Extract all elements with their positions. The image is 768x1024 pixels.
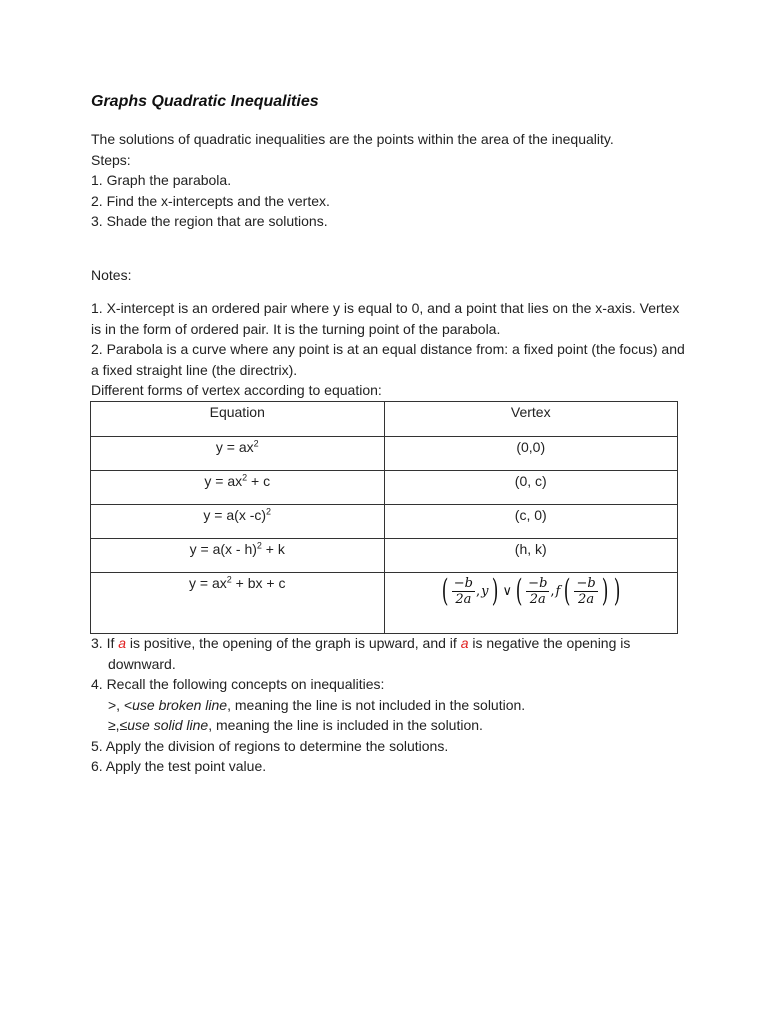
- vertex-cell: (0, c): [384, 471, 678, 505]
- intro-text: The solutions of quadratic inequalities are the points within the area of the inequality.: [91, 131, 614, 147]
- equation-cell: $y = ax^2$ + bx + c: [91, 573, 385, 634]
- note-1-line-2: is in the form of ordered pair. It is the turning point of the parabola.: [91, 320, 501, 337]
- step-item: 2. Find the x-intercepts and the vertex.: [91, 192, 330, 209]
- intro-section: [91, 129, 741, 232]
- notes-label: Notes:: [91, 267, 132, 283]
- point-6: 6. Apply the test point value.: [91, 758, 267, 774]
- point-3: 3. If a is positive, the opening of the graph is upward, and if a is negative the opening is: [91, 635, 631, 651]
- point-5: 5. Apply the division of regions to determine the solutions.: [91, 737, 449, 754]
- step-item: 3. Shade the region that are solutions.: [91, 213, 328, 229]
- point-4: 4. Recall the following concepts on inequalities:: [91, 676, 385, 692]
- note-2-line-1: 2. Parabola is a curve where any point is at an equal distance from: a fixed point (the focus) and: [91, 341, 685, 357]
- step-item: 1. Graph the parabola.: [91, 172, 232, 188]
- vertex-cell: (h, k): [384, 539, 678, 573]
- point-3-continuation: downward.: [108, 655, 176, 672]
- point-4-solid-line: ≥,≤use solid line, meaning the line is included in the solution.: [108, 717, 483, 733]
- page-title: Graphs Quadratic Inequalities: [91, 93, 319, 110]
- vertex-cell: (c, 0): [384, 505, 678, 539]
- header-vertex: Vertex: [384, 402, 678, 437]
- header-equation: Equation: [91, 402, 385, 437]
- vertex-formula: ( $\frac{-b}{2a}$ , y ) ∨ ( $\frac{-b}{2a}$ , f ( $\frac{-b}{2a}$ ) ): [441, 573, 621, 609]
- vertex-forms-table: [90, 401, 678, 634]
- table-row: [91, 471, 678, 505]
- table-header-row: [91, 402, 678, 437]
- equation-cell: $y = ax^2 + c$: [91, 471, 385, 505]
- table-row: [91, 539, 678, 573]
- note-2-line-2: a fixed straight line (the directrix).: [91, 361, 298, 378]
- table-row: [91, 505, 678, 539]
- table-row: [91, 437, 678, 471]
- vertex-forms-label: Different forms of vertex according to equation:: [91, 382, 382, 398]
- vertex-cell: (0,0): [384, 437, 678, 471]
- notes-section: [91, 298, 741, 401]
- table-row: [91, 573, 678, 634]
- steps-label: Steps:: [91, 151, 131, 168]
- note-1-line-1: 1. X-intercept is an ordered pair where y is equal to 0, and a point that lies on the x-axis. Vertex: [91, 300, 680, 316]
- vertex-formula-cell: [384, 573, 678, 634]
- equation-cell: y = a(x -c)$^2$: [91, 505, 385, 539]
- points-section: [91, 633, 741, 777]
- equation-cell: $y = ax^2$: [91, 437, 385, 471]
- equation-cell: y = a(x - h)$^2$ + k: [91, 539, 385, 573]
- point-4-broken-line: >, <use broken line, meaning the line is not included in the solution.: [108, 696, 526, 713]
